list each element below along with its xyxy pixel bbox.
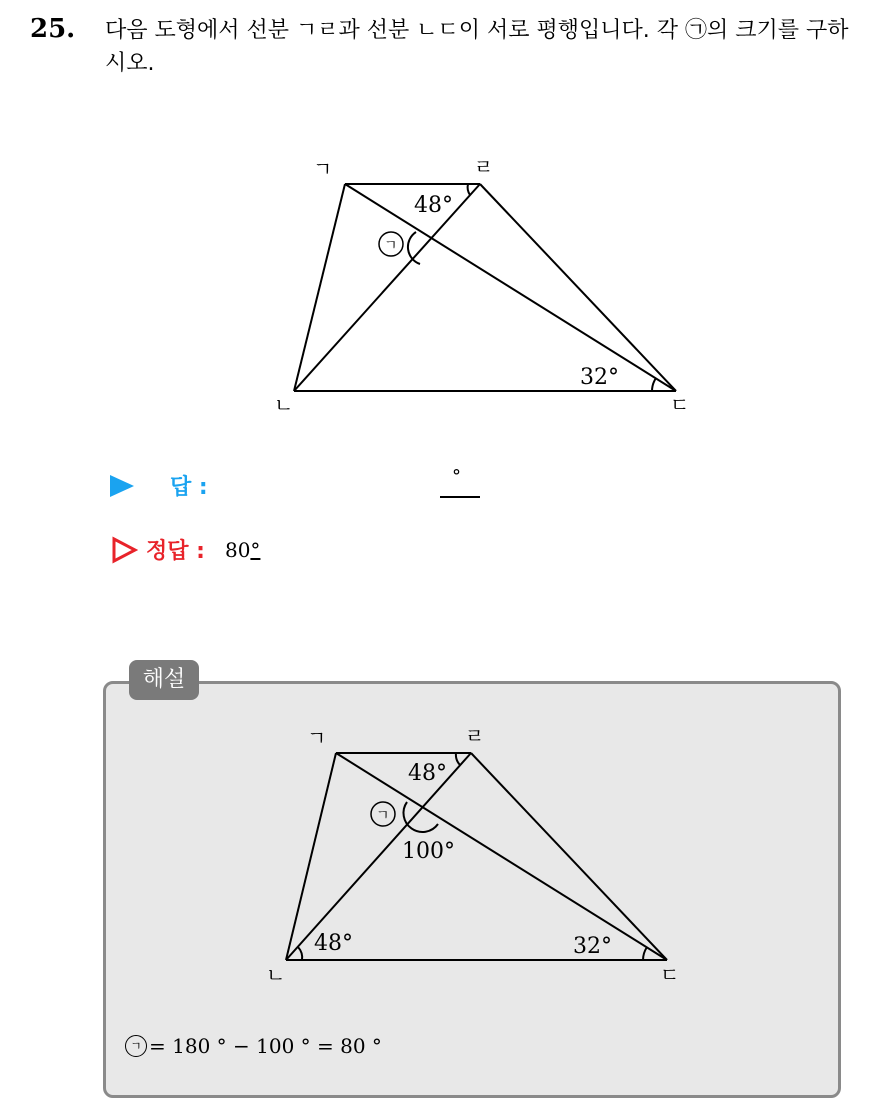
- label-giyeok: ㄱ: [313, 157, 333, 181]
- label-rieul: ㄹ: [474, 155, 494, 179]
- marker-circle-inline: ㄱ: [125, 1035, 147, 1057]
- correct-label: 정답 :: [146, 539, 205, 564]
- solution-tab: 해설: [129, 660, 199, 700]
- sol-angle-left: 48°: [314, 931, 353, 956]
- question-number: 25.: [30, 14, 76, 44]
- equation-text: = 180 ° − 100 ° = 80 °: [149, 1034, 382, 1058]
- sol-marker-label: ㄱ: [376, 808, 390, 824]
- sol-angle-top: 48°: [408, 761, 447, 786]
- marker-label: ㄱ: [384, 238, 398, 254]
- sol-label-rieul: ㄹ: [465, 724, 485, 748]
- answer-unit: °: [452, 466, 461, 487]
- sol-label-nieun: ㄴ: [266, 963, 286, 987]
- correct-unit: °: [250, 537, 261, 562]
- question-text: 다음 도형에서 선분 ㄱㄹ과 선분 ㄴㄷ이 서로 평행입니다. 각 ㉠의 크기를 구하시오.: [105, 18, 849, 76]
- answer-label: 답 :: [170, 475, 208, 500]
- label-digeut: ㄷ: [670, 393, 690, 417]
- sol-angle-center: 100°: [402, 839, 455, 864]
- correct-number: 80: [224, 537, 251, 562]
- angle-top-label: 48°: [414, 193, 453, 218]
- sol-label-digeut: ㄷ: [660, 963, 680, 987]
- sol-angle-bottom: 32°: [573, 934, 612, 959]
- angle-bottom-label: 32°: [580, 365, 619, 390]
- solution-equation: [125, 1034, 382, 1058]
- label-nieun: ㄴ: [274, 393, 294, 417]
- sol-label-giyeok: ㄱ: [307, 726, 327, 750]
